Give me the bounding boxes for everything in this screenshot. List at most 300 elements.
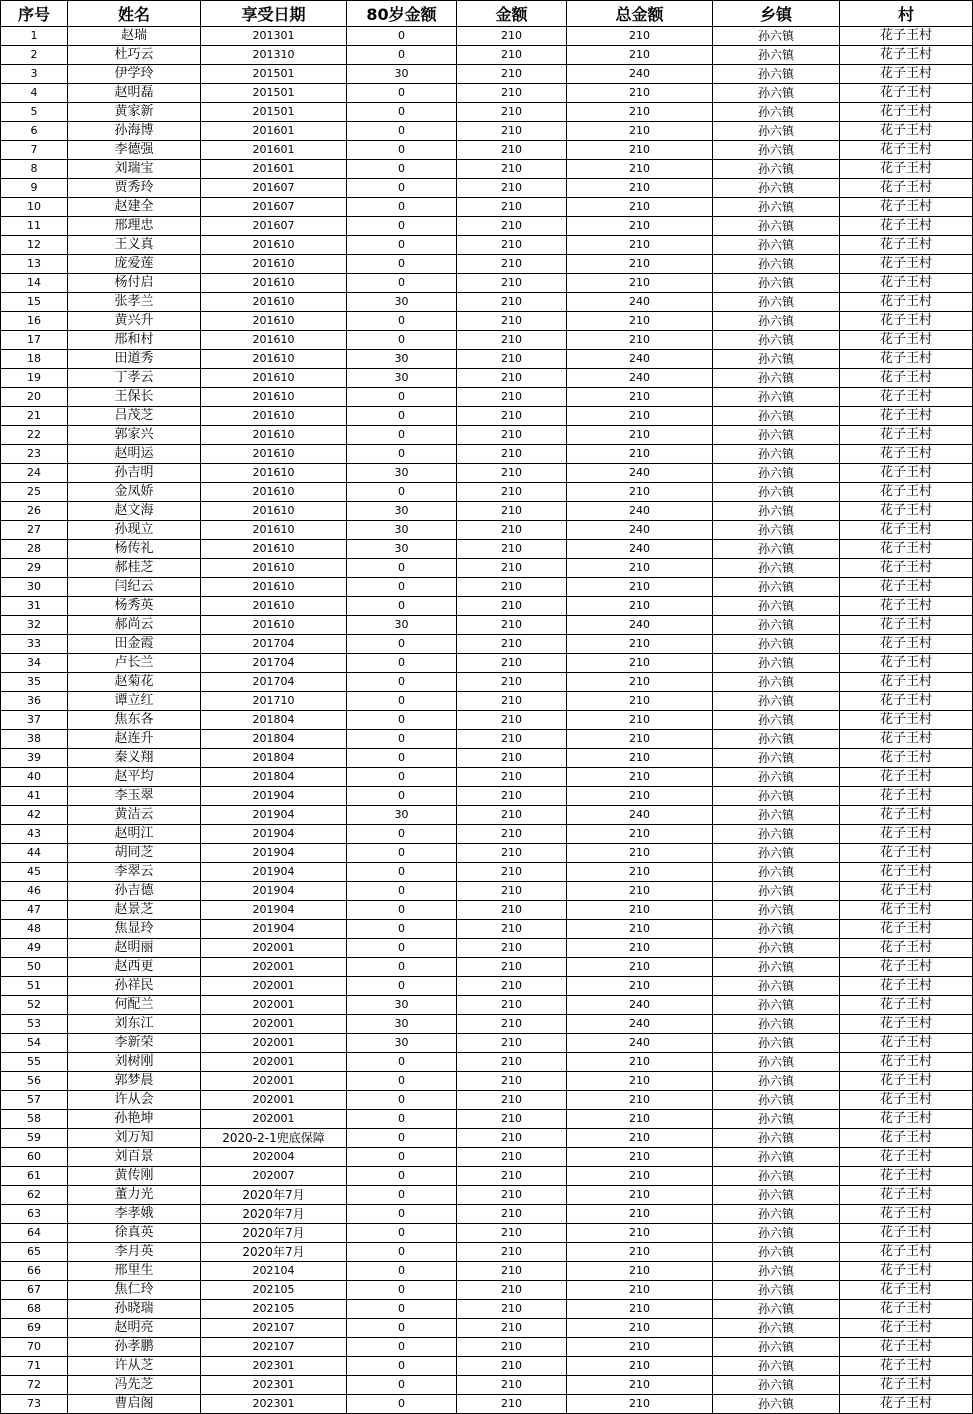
80-amount-cell: 0 <box>347 1167 457 1186</box>
seq-cell: 14 <box>1 274 68 293</box>
village-cell: 花子王村 <box>840 1376 973 1395</box>
town-cell: 孙六镇 <box>713 445 840 464</box>
village-cell: 花子王村 <box>840 1262 973 1281</box>
80-amount-cell: 30 <box>347 540 457 559</box>
80-amount-cell: 0 <box>347 635 457 654</box>
name-cell: 黄兴升 <box>68 312 201 331</box>
amount-cell: 210 <box>457 483 567 502</box>
table-row <box>1 1186 973 1205</box>
table-row <box>1 122 973 141</box>
date-cell: 201601 <box>201 160 347 179</box>
name-cell: 孙孝鹏 <box>68 1338 201 1357</box>
town-cell: 孙六镇 <box>713 350 840 369</box>
name-cell: 黄家新 <box>68 103 201 122</box>
village-cell: 花子王村 <box>840 996 973 1015</box>
total-cell: 210 <box>567 939 713 958</box>
name-cell: 焦东各 <box>68 711 201 730</box>
date-cell: 201704 <box>201 635 347 654</box>
village-cell: 花子王村 <box>840 1110 973 1129</box>
town-cell: 孙六镇 <box>713 1053 840 1072</box>
amount-cell: 210 <box>457 27 567 46</box>
seq-cell: 30 <box>1 578 68 597</box>
amount-cell: 210 <box>457 939 567 958</box>
seq-cell: 20 <box>1 388 68 407</box>
amount-cell: 210 <box>457 901 567 920</box>
seq-cell: 3 <box>1 65 68 84</box>
village-cell: 花子王村 <box>840 939 973 958</box>
80-amount-cell: 0 <box>347 863 457 882</box>
village-cell: 花子王村 <box>840 103 973 122</box>
80-amount-cell: 0 <box>347 958 457 977</box>
town-cell: 孙六镇 <box>713 1110 840 1129</box>
town-cell: 孙六镇 <box>713 236 840 255</box>
town-cell: 孙六镇 <box>713 84 840 103</box>
amount-cell: 210 <box>457 445 567 464</box>
village-cell: 花子王村 <box>840 825 973 844</box>
table-row <box>1 236 973 255</box>
table-row <box>1 312 973 331</box>
seq-cell: 56 <box>1 1072 68 1091</box>
total-cell: 210 <box>567 1224 713 1243</box>
name-cell: 邢里生 <box>68 1262 201 1281</box>
town-cell: 孙六镇 <box>713 654 840 673</box>
town-cell: 孙六镇 <box>713 863 840 882</box>
town-cell: 孙六镇 <box>713 844 840 863</box>
seq-cell: 66 <box>1 1262 68 1281</box>
village-cell: 花子王村 <box>840 122 973 141</box>
amount-cell: 210 <box>457 958 567 977</box>
name-cell: 赵明运 <box>68 445 201 464</box>
total-cell: 210 <box>567 160 713 179</box>
80-amount-cell: 30 <box>347 521 457 540</box>
total-cell: 210 <box>567 730 713 749</box>
amount-cell: 210 <box>457 1243 567 1262</box>
town-cell: 孙六镇 <box>713 825 840 844</box>
name-cell: 谭立红 <box>68 692 201 711</box>
town-cell: 孙六镇 <box>713 768 840 787</box>
amount-cell: 210 <box>457 103 567 122</box>
seq-cell: 42 <box>1 806 68 825</box>
amount-cell: 210 <box>457 749 567 768</box>
seq-cell: 44 <box>1 844 68 863</box>
amount-cell: 210 <box>457 255 567 274</box>
name-cell: 庞爱莲 <box>68 255 201 274</box>
80-amount-cell: 0 <box>347 730 457 749</box>
table-row <box>1 179 973 198</box>
village-cell: 花子王村 <box>840 27 973 46</box>
80-amount-cell: 0 <box>347 1281 457 1300</box>
name-cell: 赵景芝 <box>68 901 201 920</box>
date-cell: 202001 <box>201 939 347 958</box>
seq-cell: 37 <box>1 711 68 730</box>
80-amount-cell: 30 <box>347 1034 457 1053</box>
date-cell: 201501 <box>201 84 347 103</box>
seq-cell: 58 <box>1 1110 68 1129</box>
seq-cell: 38 <box>1 730 68 749</box>
name-cell: 赵明江 <box>68 825 201 844</box>
amount-cell: 210 <box>457 274 567 293</box>
table-row <box>1 1281 973 1300</box>
seq-cell: 35 <box>1 673 68 692</box>
80-amount-cell: 0 <box>347 1072 457 1091</box>
total-cell: 240 <box>567 464 713 483</box>
80-amount-cell: 0 <box>347 1338 457 1357</box>
amount-cell: 210 <box>457 1300 567 1319</box>
name-cell: 孙艳坤 <box>68 1110 201 1129</box>
village-cell: 花子王村 <box>840 787 973 806</box>
amount-cell: 210 <box>457 312 567 331</box>
amount-cell: 210 <box>457 635 567 654</box>
80-amount-cell: 30 <box>347 1015 457 1034</box>
amount-cell: 210 <box>457 730 567 749</box>
total-cell: 210 <box>567 1148 713 1167</box>
town-cell: 孙六镇 <box>713 711 840 730</box>
date-cell: 201610 <box>201 483 347 502</box>
village-cell: 花子王村 <box>840 844 973 863</box>
village-cell: 花子王村 <box>840 1034 973 1053</box>
table-row <box>1 597 973 616</box>
header-date: 享受日期 <box>201 1 347 27</box>
amount-cell: 210 <box>457 787 567 806</box>
amount-cell: 210 <box>457 711 567 730</box>
table-row <box>1 996 973 1015</box>
town-cell: 孙六镇 <box>713 1243 840 1262</box>
name-cell: 黄洁云 <box>68 806 201 825</box>
seq-cell: 4 <box>1 84 68 103</box>
amount-cell: 210 <box>457 977 567 996</box>
date-cell: 201607 <box>201 179 347 198</box>
80-amount-cell: 30 <box>347 616 457 635</box>
seq-cell: 17 <box>1 331 68 350</box>
village-cell: 花子王村 <box>840 1224 973 1243</box>
table-row <box>1 673 973 692</box>
village-cell: 花子王村 <box>840 711 973 730</box>
80-amount-cell: 0 <box>347 331 457 350</box>
table-row <box>1 483 973 502</box>
amount-cell: 210 <box>457 331 567 350</box>
total-cell: 210 <box>567 1395 713 1414</box>
table-row <box>1 521 973 540</box>
amount-cell: 210 <box>457 863 567 882</box>
name-cell: 王保长 <box>68 388 201 407</box>
name-cell: 孙祥民 <box>68 977 201 996</box>
table-row <box>1 540 973 559</box>
village-cell: 花子王村 <box>840 236 973 255</box>
80-amount-cell: 0 <box>347 1262 457 1281</box>
total-cell: 210 <box>567 901 713 920</box>
name-cell: 赵西更 <box>68 958 201 977</box>
town-cell: 孙六镇 <box>713 464 840 483</box>
total-cell: 210 <box>567 331 713 350</box>
town-cell: 孙六镇 <box>713 1034 840 1053</box>
village-cell: 花子王村 <box>840 198 973 217</box>
amount-cell: 210 <box>457 1319 567 1338</box>
seq-cell: 31 <box>1 597 68 616</box>
seq-cell: 33 <box>1 635 68 654</box>
table-row <box>1 141 973 160</box>
amount-cell: 210 <box>457 1110 567 1129</box>
table-row <box>1 407 973 426</box>
date-cell: 201610 <box>201 578 347 597</box>
town-cell: 孙六镇 <box>713 1091 840 1110</box>
table-row <box>1 749 973 768</box>
80-amount-cell: 0 <box>347 445 457 464</box>
name-cell: 吕茂芝 <box>68 407 201 426</box>
total-cell: 210 <box>567 749 713 768</box>
seq-cell: 41 <box>1 787 68 806</box>
seq-cell: 39 <box>1 749 68 768</box>
date-cell: 201904 <box>201 787 347 806</box>
80-amount-cell: 0 <box>347 388 457 407</box>
town-cell: 孙六镇 <box>713 958 840 977</box>
name-cell: 孙海博 <box>68 122 201 141</box>
town-cell: 孙六镇 <box>713 369 840 388</box>
total-cell: 210 <box>567 84 713 103</box>
village-cell: 花子王村 <box>840 1167 973 1186</box>
town-cell: 孙六镇 <box>713 1395 840 1414</box>
date-cell: 201610 <box>201 236 347 255</box>
80-amount-cell: 0 <box>347 578 457 597</box>
seq-cell: 67 <box>1 1281 68 1300</box>
seq-cell: 12 <box>1 236 68 255</box>
table-row <box>1 863 973 882</box>
name-cell: 金凤娇 <box>68 483 201 502</box>
village-cell: 花子王村 <box>840 730 973 749</box>
80-amount-cell: 0 <box>347 977 457 996</box>
village-cell: 花子王村 <box>840 312 973 331</box>
total-cell: 210 <box>567 27 713 46</box>
amount-cell: 210 <box>457 65 567 84</box>
date-cell: 201601 <box>201 141 347 160</box>
village-cell: 花子王村 <box>840 977 973 996</box>
name-cell: 冯先芝 <box>68 1376 201 1395</box>
date-cell: 201310 <box>201 46 347 65</box>
date-cell: 201804 <box>201 749 347 768</box>
date-cell: 202007 <box>201 1167 347 1186</box>
seq-cell: 63 <box>1 1205 68 1224</box>
80-amount-cell: 30 <box>347 369 457 388</box>
village-cell: 花子王村 <box>840 445 973 464</box>
village-cell: 花子王村 <box>840 160 973 179</box>
town-cell: 孙六镇 <box>713 673 840 692</box>
amount-cell: 210 <box>457 141 567 160</box>
date-cell: 202001 <box>201 958 347 977</box>
seq-cell: 15 <box>1 293 68 312</box>
village-cell: 花子王村 <box>840 141 973 160</box>
town-cell: 孙六镇 <box>713 103 840 122</box>
seq-cell: 28 <box>1 540 68 559</box>
table-row <box>1 293 973 312</box>
total-cell: 240 <box>567 1015 713 1034</box>
amount-cell: 210 <box>457 768 567 787</box>
town-cell: 孙六镇 <box>713 540 840 559</box>
seq-cell: 68 <box>1 1300 68 1319</box>
header-total: 总金额 <box>567 1 713 27</box>
amount-cell: 210 <box>457 1395 567 1414</box>
table-row <box>1 1376 973 1395</box>
table-row <box>1 1338 973 1357</box>
total-cell: 210 <box>567 1129 713 1148</box>
amount-cell: 210 <box>457 293 567 312</box>
date-cell: 202001 <box>201 996 347 1015</box>
table-row <box>1 217 973 236</box>
seq-cell: 72 <box>1 1376 68 1395</box>
date-cell: 201610 <box>201 597 347 616</box>
date-cell: 201610 <box>201 350 347 369</box>
seq-cell: 24 <box>1 464 68 483</box>
seq-cell: 16 <box>1 312 68 331</box>
date-cell: 2020年7月 <box>201 1186 347 1205</box>
table-row <box>1 1243 973 1262</box>
date-cell: 201607 <box>201 217 347 236</box>
date-cell: 202001 <box>201 1034 347 1053</box>
amount-cell: 210 <box>457 1224 567 1243</box>
seq-cell: 69 <box>1 1319 68 1338</box>
seq-cell: 65 <box>1 1243 68 1262</box>
town-cell: 孙六镇 <box>713 141 840 160</box>
table-row <box>1 825 973 844</box>
village-cell: 花子王村 <box>840 217 973 236</box>
total-cell: 210 <box>567 1338 713 1357</box>
seq-cell: 9 <box>1 179 68 198</box>
seq-cell: 13 <box>1 255 68 274</box>
town-cell: 孙六镇 <box>713 578 840 597</box>
80-amount-cell: 30 <box>347 293 457 312</box>
name-cell: 张孝兰 <box>68 293 201 312</box>
town-cell: 孙六镇 <box>713 1376 840 1395</box>
80-amount-cell: 0 <box>347 559 457 578</box>
name-cell: 焦显玲 <box>68 920 201 939</box>
town-cell: 孙六镇 <box>713 1015 840 1034</box>
name-cell: 赵明丽 <box>68 939 201 958</box>
amount-cell: 210 <box>457 1357 567 1376</box>
date-cell: 201704 <box>201 654 347 673</box>
name-cell: 伊学玲 <box>68 65 201 84</box>
town-cell: 孙六镇 <box>713 692 840 711</box>
table-row <box>1 1205 973 1224</box>
village-cell: 花子王村 <box>840 920 973 939</box>
seq-cell: 29 <box>1 559 68 578</box>
amount-cell: 210 <box>457 502 567 521</box>
name-cell: 何配兰 <box>68 996 201 1015</box>
table-row <box>1 730 973 749</box>
total-cell: 210 <box>567 426 713 445</box>
date-cell: 201804 <box>201 730 347 749</box>
amount-cell: 210 <box>457 179 567 198</box>
town-cell: 孙六镇 <box>713 46 840 65</box>
town-cell: 孙六镇 <box>713 882 840 901</box>
town-cell: 孙六镇 <box>713 1300 840 1319</box>
date-cell: 202301 <box>201 1357 347 1376</box>
total-cell: 210 <box>567 198 713 217</box>
village-cell: 花子王村 <box>840 882 973 901</box>
town-cell: 孙六镇 <box>713 1262 840 1281</box>
total-cell: 210 <box>567 141 713 160</box>
80-amount-cell: 0 <box>347 844 457 863</box>
date-cell: 202004 <box>201 1148 347 1167</box>
seq-cell: 7 <box>1 141 68 160</box>
name-cell: 孙吉明 <box>68 464 201 483</box>
seq-cell: 8 <box>1 160 68 179</box>
seq-cell: 23 <box>1 445 68 464</box>
date-cell: 201610 <box>201 426 347 445</box>
date-cell: 2020-2-1兜底保障 <box>201 1129 347 1148</box>
town-cell: 孙六镇 <box>713 1072 840 1091</box>
total-cell: 210 <box>567 1072 713 1091</box>
table-row <box>1 388 973 407</box>
80-amount-cell: 0 <box>347 1357 457 1376</box>
town-cell: 孙六镇 <box>713 1224 840 1243</box>
total-cell: 210 <box>567 1300 713 1319</box>
seq-cell: 50 <box>1 958 68 977</box>
village-cell: 花子王村 <box>840 768 973 787</box>
date-cell: 201610 <box>201 540 347 559</box>
seq-cell: 11 <box>1 217 68 236</box>
name-cell: 焦仁玲 <box>68 1281 201 1300</box>
date-cell: 202107 <box>201 1338 347 1357</box>
80-amount-cell: 0 <box>347 939 457 958</box>
80-amount-cell: 0 <box>347 198 457 217</box>
town-cell: 孙六镇 <box>713 977 840 996</box>
header-row <box>1 1 973 27</box>
date-cell: 202301 <box>201 1395 347 1414</box>
seq-cell: 62 <box>1 1186 68 1205</box>
total-cell: 210 <box>567 312 713 331</box>
town-cell: 孙六镇 <box>713 331 840 350</box>
80-amount-cell: 0 <box>347 882 457 901</box>
date-cell: 201610 <box>201 445 347 464</box>
seq-cell: 61 <box>1 1167 68 1186</box>
seq-cell: 2 <box>1 46 68 65</box>
amount-cell: 210 <box>457 1034 567 1053</box>
village-cell: 花子王村 <box>840 1395 973 1414</box>
town-cell: 孙六镇 <box>713 502 840 521</box>
80-amount-cell: 0 <box>347 84 457 103</box>
date-cell: 201610 <box>201 407 347 426</box>
seq-cell: 36 <box>1 692 68 711</box>
80-amount-cell: 0 <box>347 901 457 920</box>
total-cell: 210 <box>567 958 713 977</box>
town-cell: 孙六镇 <box>713 160 840 179</box>
seq-cell: 54 <box>1 1034 68 1053</box>
amount-cell: 210 <box>457 426 567 445</box>
name-cell: 赵菊花 <box>68 673 201 692</box>
amount-cell: 210 <box>457 825 567 844</box>
village-cell: 花子王村 <box>840 635 973 654</box>
town-cell: 孙六镇 <box>713 996 840 1015</box>
amount-cell: 210 <box>457 521 567 540</box>
town-cell: 孙六镇 <box>713 426 840 445</box>
amount-cell: 210 <box>457 597 567 616</box>
town-cell: 孙六镇 <box>713 1129 840 1148</box>
seq-cell: 51 <box>1 977 68 996</box>
amount-cell: 210 <box>457 616 567 635</box>
name-cell: 刘万知 <box>68 1129 201 1148</box>
80-amount-cell: 0 <box>347 654 457 673</box>
total-cell: 210 <box>567 236 713 255</box>
seq-cell: 18 <box>1 350 68 369</box>
seq-cell: 40 <box>1 768 68 787</box>
total-cell: 210 <box>567 597 713 616</box>
seq-cell: 43 <box>1 825 68 844</box>
village-cell: 花子王村 <box>840 1148 973 1167</box>
amount-cell: 210 <box>457 1186 567 1205</box>
date-cell: 201610 <box>201 255 347 274</box>
total-cell: 210 <box>567 654 713 673</box>
name-cell: 李孝娥 <box>68 1205 201 1224</box>
total-cell: 240 <box>567 350 713 369</box>
date-cell: 201301 <box>201 27 347 46</box>
